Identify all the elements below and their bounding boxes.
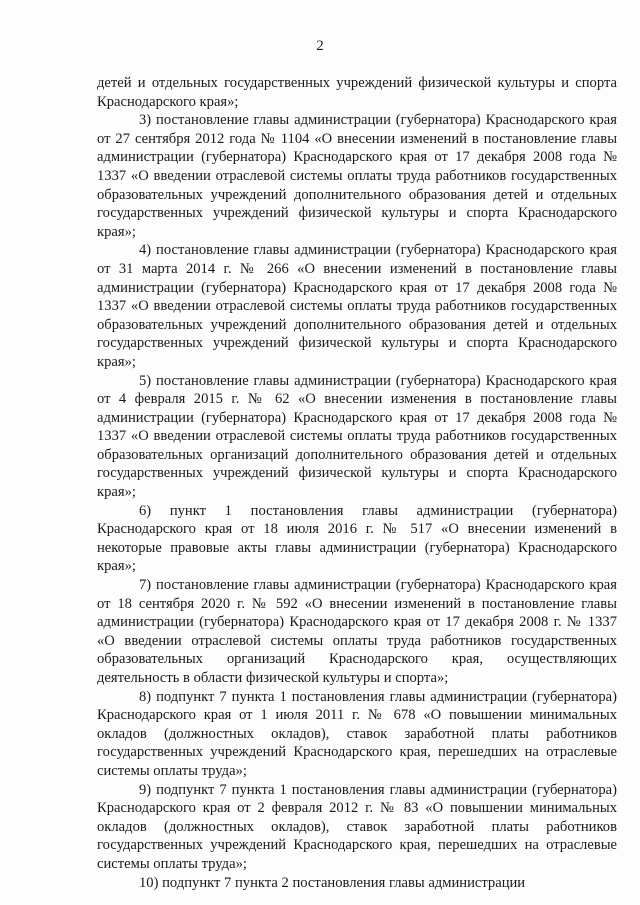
paragraph: 8) подпункт 7 пункта 1 постановления главы администрации (губернатора) Краснодарского края от 1 июля 2011 г. № 678 «О повышении минимальных окладов (должностных окладов), ставок заработной платы работников государственных учреждений Краснодарского края, перешедших на отраслевые системы оплаты труда»; — [97, 688, 617, 779]
paragraph: 7) постановление главы администрации (губернатора) Краснодарского края от 18 сентября 2020 г. № 592 «О внесении изменений в постановление главы администрации (губернатора) Краснодарского края от 17 декабря 2008 г. № 1337 «О введении отраслевой системы оплаты труда работников государственных образовательных организаций Краснодарского края, осуществляющих деятельность в области физической культуры и спорта»; — [97, 577, 617, 686]
page-number: 2 — [316, 38, 324, 54]
paragraph: 10) подпункт 7 пункта 2 постановления главы администрации — [139, 874, 526, 891]
paragraph: 9) подпункт 7 пункта 1 постановления главы администрации (губернатора) Краснодарского края от 2 февраля 2012 г. № 83 «О повышении минимальных окладов (должностных окладов), ставок заработной платы работников государственных учреждений Краснодарского края, перешедших на отраслевые системы оплаты труда»; — [97, 781, 617, 872]
paragraph: 5) постановление главы администрации (губернатора) Краснодарского края от 4 февраля 2015 г. № 62 «О внесении изменения в постановление главы администрации (губернатора) Краснодарского края от 17 декабря 2008 года № 1337 «О введении отраслевой системы оплаты труда работников государственных образовательных организаций дополнительного образования детей и отдельных государственных учреждений физической культуры и спорта Краснодарского края»; — [97, 372, 617, 501]
paragraph: 3) постановление главы администрации (губернатора) Краснодарского края от 27 сентября 2012 года № 1104 «О внесении изменений в постановление главы администрации (губернатора) Краснодарского края от 17 декабря 2008 года № 1337 «О введении отраслевой системы оплаты труда работников государственных образовательных учреждений дополнительного образования детей и отдельных государственных учреждений физической культуры и спорта Краснодарского края»; — [97, 112, 617, 240]
paragraph: 6) пункт 1 постановления главы администрации (губернатора) Краснодарского края от 18 июля 2016 г. № 517 «О внесении изменений в некоторые правовые акты главы администрации (губернатора) Краснодарского края»; — [97, 502, 617, 575]
paragraph: детей и отдельных государственных учреждений физической культуры и спорта Краснодарского края»; — [97, 75, 617, 110]
document-body — [97, 74, 617, 892]
paragraph: 4) постановление главы администрации (губернатора) Краснодарского края от 31 марта 2014 г. № 266 «О внесении изменений в постановление главы администрации (губернатора) Краснодарского края от 17 декабря 2008 года № 1337 «О введении отраслевой системы оплаты труда работников государственных образовательных учреждений дополнительного образования детей и отдельных государственных учреждений физической культуры и спорта Краснодарского края»; — [97, 242, 617, 370]
